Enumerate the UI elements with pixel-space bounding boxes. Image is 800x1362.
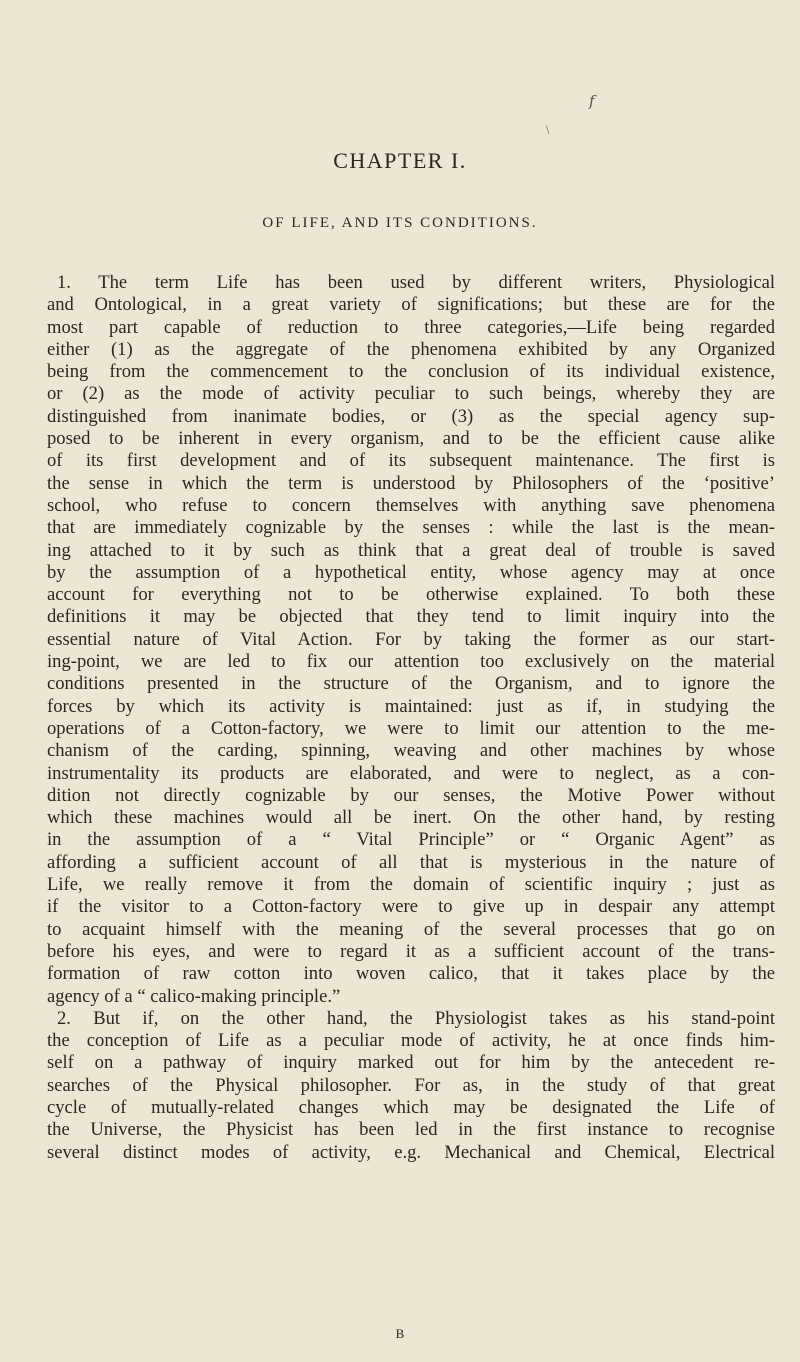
text-line: several distinct modes of activity, e.g. Mechanical and Chemical, Electrical (47, 1141, 775, 1163)
text-line: Life, we really remove it from the domain of scientific inquiry ; just as (47, 874, 775, 896)
text-line: of its first development and of its subsequent maintenance. The first is (47, 450, 775, 472)
text-line: the sense in which the term is understood by Philosophers of the ‘positive’ (47, 472, 775, 494)
margin-mark: f (589, 92, 595, 110)
text-line: either (1) as the aggregate of the phenomena exhibited by any Organized (47, 338, 775, 360)
text-line: school, who refuse to concern themselves with anything save phenomena (47, 494, 775, 516)
text-line: that are immediately cognizable by the senses : while the last is the mean- (47, 517, 775, 539)
text-line: in the assumption of a “ Vital Principle” or “ Organic Agent” as (47, 829, 775, 851)
text-line: most part capable of reduction to three categories,—Life being regarded (47, 316, 775, 338)
section-title: OF LIFE, AND ITS CONDITIONS. (262, 215, 538, 231)
text-line: distinguished from inanimate bodies, or (3) as the special agency sup- (47, 405, 775, 427)
text-line: cycle of mutually-related changes which may be designated the Life of (47, 1096, 775, 1118)
chapter-heading: CHAPTER I. (333, 148, 467, 173)
text-line: ing attached to it by such as think that a great deal of trouble is saved (47, 539, 775, 561)
paragraph-1 (47, 272, 775, 1008)
text-line: 1. The term Life has been used by different writers, Physiological (57, 272, 775, 293)
text-line: formation of raw cotton into woven calico, that it takes place by the (47, 963, 775, 985)
text-line: and Ontological, in a great variety of significations; but these are for the (47, 294, 775, 316)
text-line: essential nature of Vital Action. For by taking the former as our start- (47, 628, 775, 650)
text-line: forces by which its activity is maintained: just as if, in studying the (47, 695, 775, 717)
text-line: or (2) as the mode of activity peculiar to such beings, whereby they are (47, 383, 775, 405)
page-signature: B (395, 1326, 405, 1341)
text-line: the conception of Life as a peculiar mode of activity, he at once finds him- (47, 1030, 775, 1052)
text-line: self on a pathway of inquiry marked out for him by the antecedent re- (47, 1052, 775, 1074)
text-line: being from the commencement to the conclusion of its individual existence, (47, 361, 775, 383)
text-line: the Universe, the Physicist has been led in the first instance to recognise (47, 1119, 775, 1141)
text-line: agency of a “ calico-making principle.” (47, 985, 341, 1007)
text-line: if the visitor to a Cotton-factory were to give up in despair any attempt (47, 896, 775, 918)
body-text (47, 272, 775, 1164)
text-line: instrumentality its products are elaborated, and were to neglect, as a con- (47, 762, 775, 784)
text-line: to acquaint himself with the meaning of the several processes that go on (47, 918, 775, 940)
text-line: before his eyes, and were to regard it as a sufficient account of the trans- (47, 940, 775, 962)
text-line: operations of a Cotton-factory, we were to limit our attention to the me- (47, 717, 775, 739)
text-line: affording a sufficient account of all that is mysterious in the nature of (47, 851, 775, 873)
text-line: posed to be inherent in every organism, and to be the efficient cause alike (47, 428, 775, 450)
text-line: ing-point, we are led to fix our attention too exclusively on the material (47, 651, 775, 673)
text-line: searches of the Physical philosopher. For as, in the study of that great (47, 1074, 775, 1096)
text-line: conditions presented in the structure of the Organism, and to ignore the (47, 673, 775, 695)
text-line: dition not directly cognizable by our senses, the Motive Power without (47, 784, 775, 806)
text-line: account for everything not to be otherwise explained. To both these (47, 584, 775, 606)
text-line: by the assumption of a hypothetical entity, whose agency may at once (47, 561, 775, 583)
text-line: which these machines would all be inert. On the other hand, by resting (47, 807, 775, 829)
text-line: definitions it may be objected that they tend to limit inquiry into the (47, 606, 775, 628)
text-line: 2. But if, on the other hand, the Physiologist takes as his stand-point (57, 1007, 775, 1029)
paragraph-2 (47, 1008, 775, 1164)
margin-mark-small: \ (546, 125, 550, 136)
text-line: chanism of the carding, spinning, weaving and other machines by whose (47, 740, 775, 762)
